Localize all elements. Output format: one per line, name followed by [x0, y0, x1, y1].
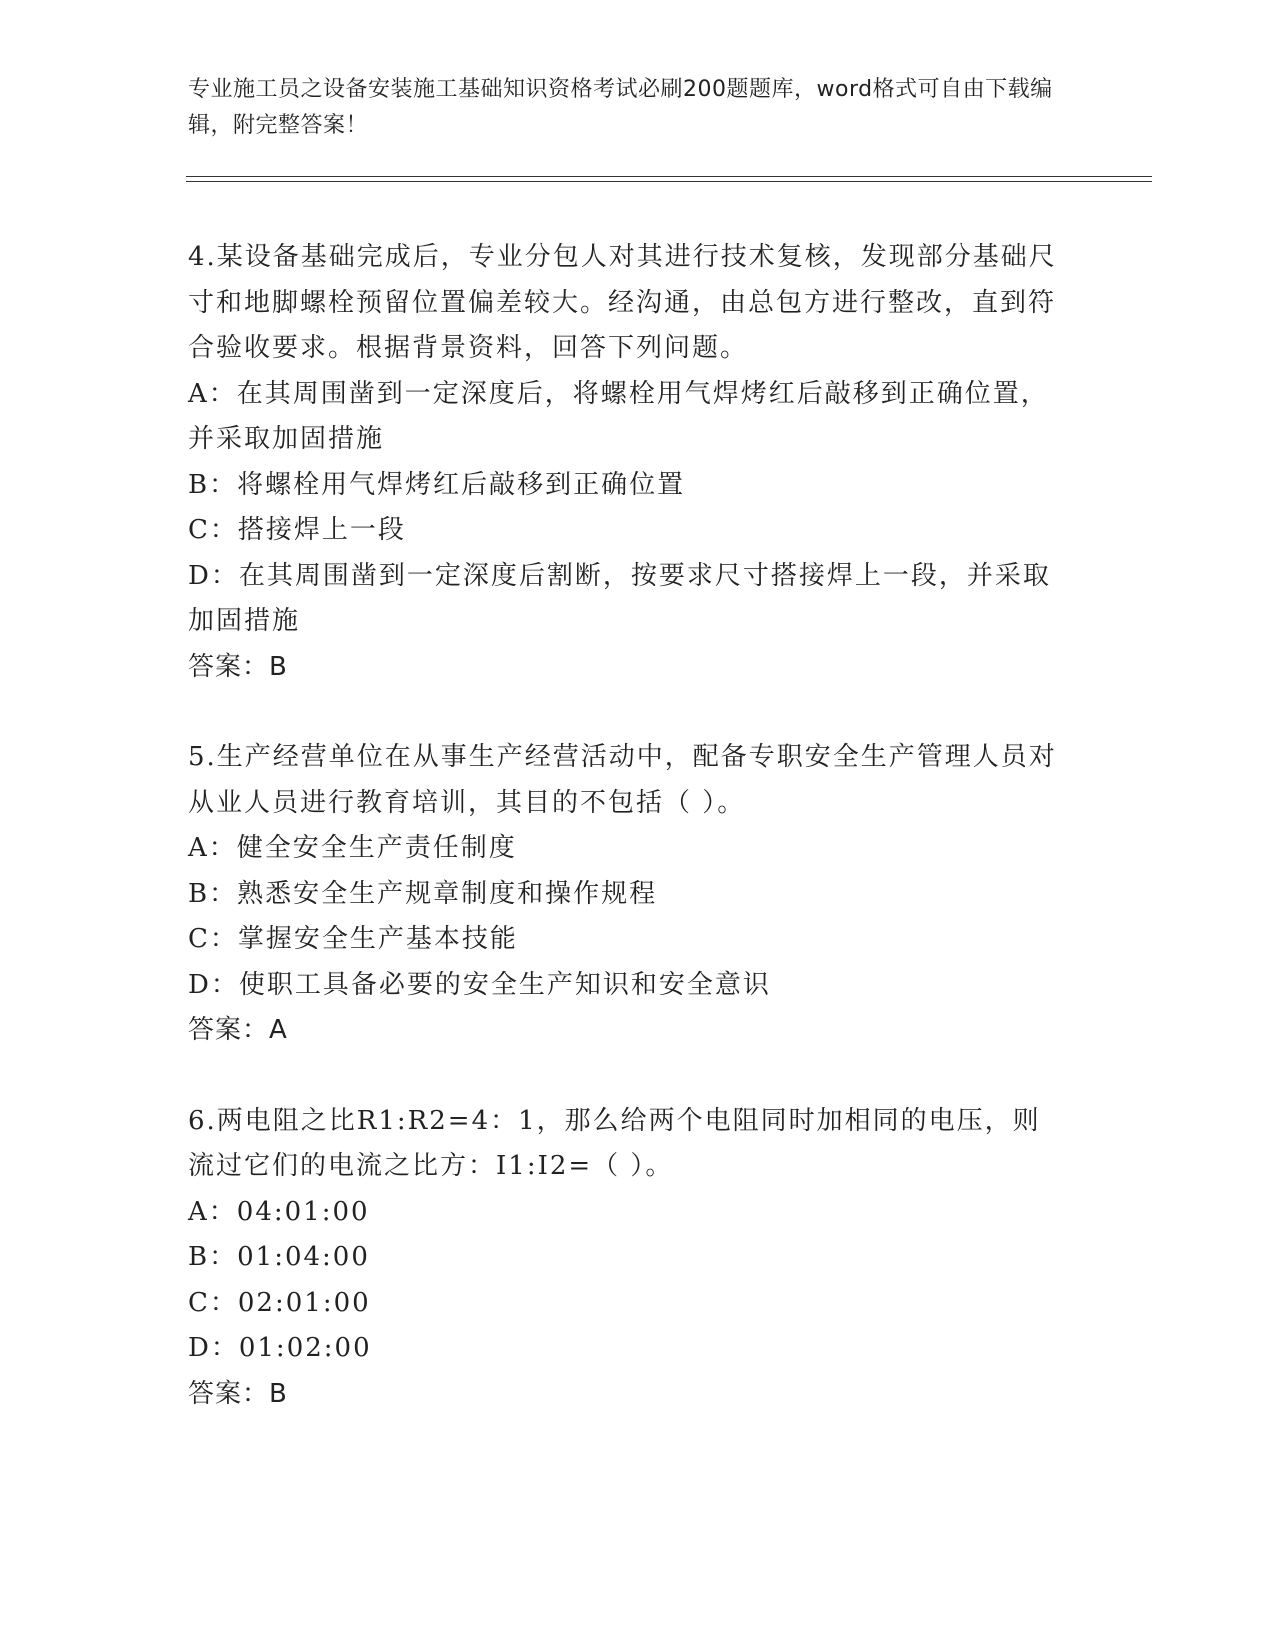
- question-4: [188, 235, 1068, 690]
- header-divider-top: [186, 176, 1152, 177]
- question-text: 4.某设备基础完成后，专业分包人对其进行技术复核，发现部分基础尺寸和地脚螺栓预留位置偏差较大。经沟通，由总包方进行整改，直到符合验收要求。根据背景资料，回答下列问题。: [188, 242, 1057, 363]
- option-c: C：02:01:00: [188, 1287, 371, 1318]
- option-c: C：掌握安全生产基本技能: [188, 924, 518, 954]
- document-header: 专业施工员之设备安装施工基础知识资格考试必刷200题题库，word格式可自由下载编辑，附完整答案！: [188, 77, 1053, 138]
- option-a: A：04:01:00: [188, 1196, 370, 1227]
- option-a: A：健全安全生产责任制度: [188, 833, 517, 863]
- option-b: B：将螺栓用气焊烤红后敲移到正确位置: [188, 469, 686, 500]
- question-text: 5.生产经营单位在从事生产经营活动中，配备专职安全生产管理人员对从业人员进行教育培训，其目的不包括（ ）。: [188, 742, 1057, 818]
- question-list: [188, 235, 1068, 1462]
- option-d: D：在其周围凿到一定深度后割断，按要求尺寸搭接焊上一段，并采取加固措施: [188, 560, 1051, 636]
- question-6: [188, 1099, 1068, 1418]
- option-b: B：01:04:00: [188, 1242, 370, 1272]
- option-d: D：使职工具备必要的安全生产知识和安全意识: [188, 969, 771, 1000]
- option-a: A：在其周围凿到一定深度后，将螺栓用气焊烤红后敲移到正确位置，并采取加固措施: [188, 378, 1049, 454]
- answer: 答案：B: [188, 1378, 288, 1409]
- question-5: [188, 735, 1068, 1054]
- option-c: C：搭接焊上一段: [188, 515, 406, 545]
- option-d: D：01:02:00: [188, 1333, 372, 1363]
- header-divider-bottom: [186, 181, 1152, 182]
- option-b: B：熟悉安全生产规章制度和操作规程: [188, 878, 658, 909]
- question-text: 6.两电阻之比R1:R2=4：1，那么给两个电阻同时加相同的电压，则流过它们的电流之比方：I1:I2=（ ）。: [188, 1105, 1041, 1181]
- answer: 答案：A: [188, 1015, 288, 1045]
- answer: 答案：B: [188, 651, 288, 682]
